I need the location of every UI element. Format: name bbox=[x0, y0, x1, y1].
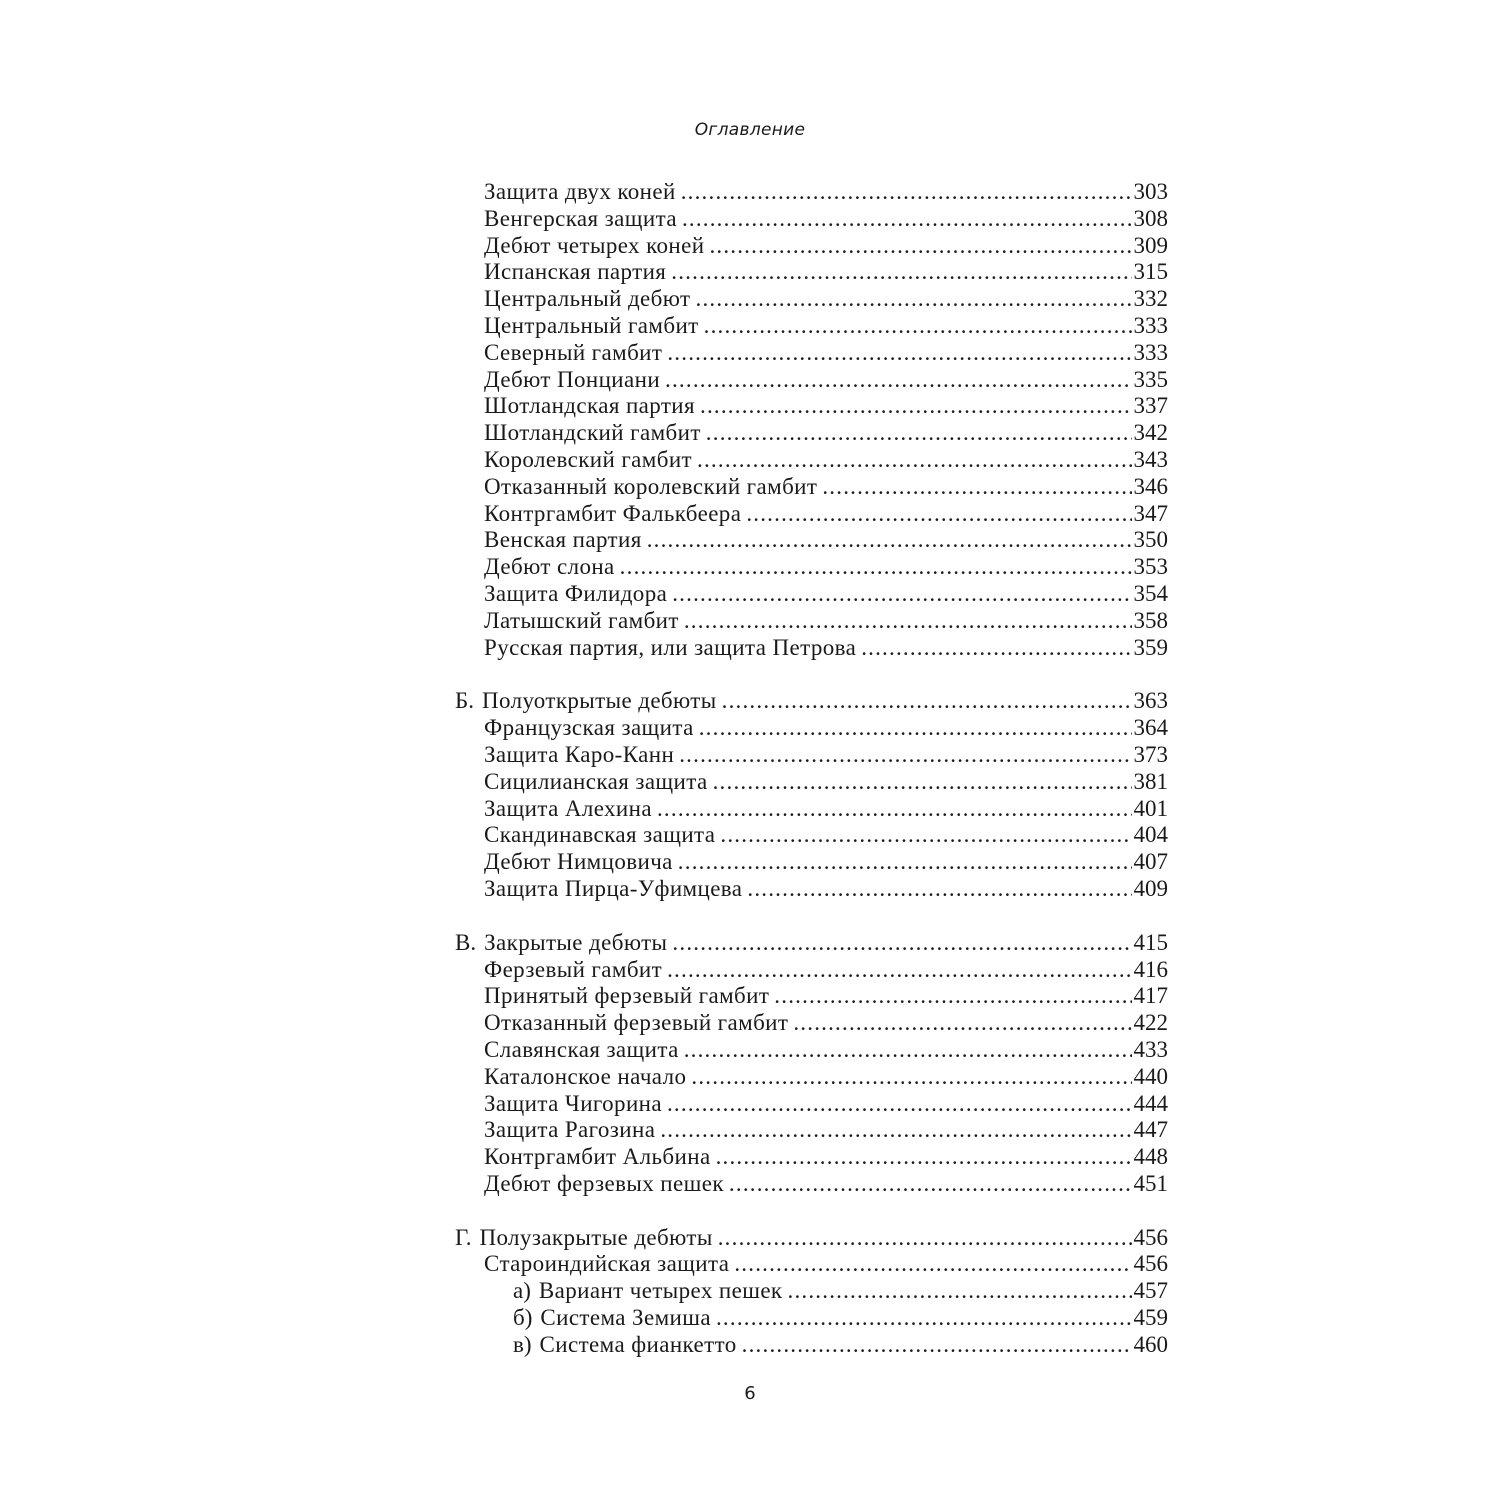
dot-leader bbox=[742, 1332, 1132, 1359]
toc-entry bbox=[455, 1251, 1168, 1278]
toc-entry-page: 409 bbox=[1133, 875, 1168, 901]
toc-entry-page: 440 bbox=[1133, 1063, 1168, 1089]
toc-entry-page: 451 bbox=[1133, 1170, 1168, 1196]
toc-entry bbox=[455, 1171, 1168, 1198]
toc-entry bbox=[455, 635, 1168, 662]
running-header: Оглавление bbox=[694, 120, 806, 140]
toc-entry bbox=[455, 1332, 1168, 1359]
toc-entry-page: 364 bbox=[1133, 715, 1168, 741]
toc-entry-page: 303 bbox=[1133, 179, 1168, 204]
toc-entry-title: Дебют Нимцовича bbox=[484, 849, 673, 875]
dot-leader bbox=[667, 340, 1131, 367]
toc-entry-page: 456 bbox=[1133, 1224, 1168, 1250]
toc-entry-title: Центральный дебют bbox=[484, 286, 691, 312]
toc-entry bbox=[455, 393, 1168, 420]
toc-entry-title: Королевский гамбит bbox=[484, 446, 693, 472]
toc-entry-title: Дебют ферзевых пешек bbox=[484, 1170, 724, 1196]
toc-entry-page: 401 bbox=[1133, 795, 1168, 821]
dot-leader bbox=[679, 742, 1131, 769]
dot-leader bbox=[706, 420, 1132, 447]
toc-entry bbox=[455, 876, 1168, 903]
toc-entry-page: 444 bbox=[1133, 1090, 1168, 1116]
dot-leader bbox=[667, 957, 1131, 984]
toc-entry bbox=[455, 313, 1168, 340]
toc-entry-page: 350 bbox=[1133, 527, 1168, 553]
toc-entry-page: 333 bbox=[1133, 339, 1168, 365]
toc-entry bbox=[455, 849, 1168, 876]
toc-entry bbox=[455, 1091, 1168, 1118]
toc-entry-title: Дебют слона bbox=[484, 554, 615, 580]
dot-leader bbox=[704, 313, 1132, 340]
toc-entry-page: 381 bbox=[1133, 768, 1168, 794]
toc-entry-page: 457 bbox=[1133, 1278, 1168, 1304]
toc-entry bbox=[455, 1117, 1168, 1144]
dot-leader bbox=[699, 715, 1132, 742]
toc-entry-page: 422 bbox=[1133, 1010, 1168, 1036]
toc-entry-title: Французская защита bbox=[484, 715, 694, 741]
dot-leader bbox=[671, 259, 1131, 286]
dot-leader bbox=[620, 554, 1132, 581]
toc-entry-title: Защита двух коней bbox=[484, 179, 676, 204]
toc-entry-page: 456 bbox=[1133, 1251, 1168, 1277]
toc-entry bbox=[455, 1037, 1168, 1064]
toc-entry bbox=[455, 286, 1168, 313]
dot-leader bbox=[697, 447, 1131, 474]
dot-leader bbox=[672, 930, 1131, 957]
dot-leader bbox=[684, 1037, 1132, 1064]
toc-entry-page: 308 bbox=[1133, 205, 1168, 231]
toc-entry bbox=[455, 983, 1168, 1010]
dot-leader bbox=[682, 206, 1132, 233]
toc-entry-prefix: В. bbox=[455, 929, 477, 955]
toc-entry-title: Защита Каро-Канн bbox=[484, 741, 675, 767]
toc-group bbox=[455, 930, 1168, 1198]
toc-entry-title: Отказанный ферзевый гамбит bbox=[484, 1010, 789, 1036]
toc-entry bbox=[455, 447, 1168, 474]
toc-entry-page: 404 bbox=[1133, 822, 1168, 848]
toc-entry-page: 347 bbox=[1133, 500, 1168, 526]
toc-entry-title: Защита Алехина bbox=[484, 795, 652, 821]
dot-leader bbox=[713, 769, 1132, 796]
toc-entry bbox=[455, 340, 1168, 367]
dot-leader bbox=[660, 1117, 1131, 1144]
dot-leader bbox=[747, 876, 1131, 903]
toc-entry-prefix: Б. bbox=[455, 688, 474, 714]
toc-entry-title: Контргамбит Фалькбеера bbox=[484, 500, 742, 526]
toc-entry-page: 343 bbox=[1133, 446, 1168, 472]
toc-entry-title: Отказанный королевский гамбит bbox=[484, 473, 818, 499]
dot-leader bbox=[709, 233, 1131, 260]
toc-entry-title: Сицилианская защита bbox=[484, 768, 708, 794]
dot-leader bbox=[861, 635, 1131, 662]
toc-entry-prefix: а) bbox=[513, 1278, 531, 1304]
toc-entry-page: 358 bbox=[1133, 607, 1168, 633]
toc-entry-page: 342 bbox=[1133, 420, 1168, 446]
toc-entry-title: Вариант четырех пешек bbox=[538, 1278, 783, 1304]
toc-entry-title: Защита Пирца-Уфимцева bbox=[484, 875, 743, 901]
toc-entry-prefix: б) bbox=[513, 1305, 533, 1331]
dot-leader bbox=[672, 581, 1131, 608]
dot-leader bbox=[657, 796, 1132, 823]
toc-entry-title: Полуоткрытые дебюты bbox=[481, 688, 717, 714]
toc-entry-title: Защита Чигорина bbox=[484, 1090, 662, 1116]
toc-entry bbox=[455, 527, 1168, 554]
toc-entry-page: 459 bbox=[1133, 1305, 1168, 1331]
toc-entry-title: Венгерская защита bbox=[484, 205, 677, 231]
dot-leader bbox=[716, 1305, 1132, 1332]
toc-entry-page: 417 bbox=[1133, 983, 1168, 1009]
toc-entry-page: 315 bbox=[1133, 259, 1168, 285]
toc-entry bbox=[455, 554, 1168, 581]
toc-entry-page: 407 bbox=[1133, 849, 1168, 875]
toc-entry-title: Ферзевый гамбит bbox=[484, 956, 663, 982]
toc-entry-title: Защита Филидора bbox=[484, 580, 668, 606]
toc-entry bbox=[455, 1064, 1168, 1091]
toc-entry bbox=[455, 1144, 1168, 1171]
toc-entry-page: 332 bbox=[1133, 286, 1168, 312]
dot-leader bbox=[684, 608, 1132, 635]
toc-entry-page: 373 bbox=[1133, 741, 1168, 767]
toc-entry-page: 447 bbox=[1133, 1117, 1168, 1143]
toc-entry-title: Латышский гамбит bbox=[484, 607, 679, 633]
toc-entry bbox=[455, 179, 1168, 206]
dot-leader bbox=[678, 849, 1132, 876]
toc-section-heading bbox=[455, 930, 1168, 957]
toc-entry-title: Русская партия, или защита Петрова bbox=[484, 634, 857, 660]
dot-leader bbox=[734, 1251, 1131, 1278]
dot-leader bbox=[696, 286, 1132, 313]
toc-section-heading bbox=[455, 1225, 1168, 1252]
toc-entry-title: Староиндийская защита bbox=[484, 1251, 730, 1277]
dot-leader bbox=[665, 367, 1131, 394]
toc-entry bbox=[455, 206, 1168, 233]
dot-leader bbox=[729, 1171, 1132, 1198]
dot-leader bbox=[681, 179, 1132, 206]
toc-entry bbox=[455, 742, 1168, 769]
toc-entry bbox=[455, 822, 1168, 849]
dot-leader bbox=[722, 688, 1132, 715]
toc-entry bbox=[455, 259, 1168, 286]
toc-entry-page: 337 bbox=[1133, 393, 1168, 419]
toc-section-heading bbox=[455, 688, 1168, 715]
toc-entry-title: Шотландская партия bbox=[484, 393, 695, 419]
dot-leader bbox=[691, 1064, 1131, 1091]
toc-entry bbox=[455, 581, 1168, 608]
toc-entry-title: Дебют Понциани bbox=[484, 366, 661, 392]
toc-entry bbox=[455, 501, 1168, 528]
toc-entry-title: Система фианкетто bbox=[539, 1331, 737, 1357]
toc-entry-title: Принятый ферзевый гамбит bbox=[484, 983, 770, 1009]
dot-leader bbox=[667, 1091, 1132, 1118]
toc-entry bbox=[455, 957, 1168, 984]
toc-entry-page: 346 bbox=[1133, 473, 1168, 499]
toc-entry-page: 363 bbox=[1133, 688, 1168, 714]
toc-entry bbox=[455, 367, 1168, 394]
toc-group bbox=[455, 179, 1168, 661]
toc-entry-title: Каталонское начало bbox=[484, 1063, 687, 1089]
toc-entry-title: Полузакрытые дебюты bbox=[479, 1224, 713, 1250]
dot-leader bbox=[774, 983, 1131, 1010]
toc-entry-page: 333 bbox=[1133, 312, 1168, 338]
toc-entry-prefix: в) bbox=[513, 1331, 532, 1357]
toc-entry-title: Дебют четырех коней bbox=[484, 232, 705, 258]
toc-entry-page: 416 bbox=[1133, 956, 1168, 982]
table-of-contents bbox=[455, 179, 1168, 1386]
toc-entry-page: 309 bbox=[1133, 232, 1168, 258]
toc-entry-prefix: Г. bbox=[455, 1224, 472, 1250]
toc-entry-title: Шотландский гамбит bbox=[484, 420, 701, 446]
dot-leader bbox=[788, 1278, 1132, 1305]
dot-leader bbox=[716, 1144, 1132, 1171]
toc-entry-title: Центральный гамбит bbox=[484, 312, 699, 338]
dot-leader bbox=[718, 1225, 1132, 1252]
toc-group bbox=[455, 1225, 1168, 1359]
toc-entry bbox=[455, 796, 1168, 823]
dot-leader bbox=[746, 501, 1131, 528]
toc-entry bbox=[455, 769, 1168, 796]
toc-entry-page: 359 bbox=[1133, 634, 1168, 660]
toc-entry bbox=[455, 1010, 1168, 1037]
toc-entry bbox=[455, 420, 1168, 447]
dot-leader bbox=[822, 474, 1131, 501]
toc-entry-title: Скандинавская защита bbox=[484, 822, 716, 848]
toc-entry-title: Контргамбит Альбина bbox=[484, 1144, 711, 1170]
toc-entry bbox=[455, 1278, 1168, 1305]
toc-entry bbox=[455, 715, 1168, 742]
dot-leader bbox=[720, 822, 1131, 849]
dot-leader bbox=[647, 527, 1132, 554]
toc-entry-title: Система Земиша bbox=[540, 1305, 711, 1331]
toc-entry-page: 460 bbox=[1133, 1331, 1168, 1357]
toc-entry-page: 335 bbox=[1133, 366, 1168, 392]
toc-entry-page: 433 bbox=[1133, 1036, 1168, 1062]
dot-leader bbox=[793, 1010, 1131, 1037]
toc-entry-page: 415 bbox=[1133, 929, 1168, 955]
toc-entry-title: Защита Рагозина bbox=[484, 1117, 656, 1143]
toc-entry-title: Северный гамбит bbox=[484, 339, 663, 365]
dot-leader bbox=[700, 393, 1132, 420]
toc-entry-title: Испанская партия bbox=[484, 259, 667, 285]
toc-entry-title: Венская партия bbox=[484, 527, 642, 553]
toc-entry-title: Закрытые дебюты bbox=[484, 929, 668, 955]
toc-entry bbox=[455, 474, 1168, 501]
toc-entry-page: 448 bbox=[1133, 1144, 1168, 1170]
toc-entry-page: 353 bbox=[1133, 554, 1168, 580]
toc-entry-title: Славянская защита bbox=[484, 1036, 679, 1062]
page-number: 6 bbox=[744, 1383, 756, 1404]
toc-entry bbox=[455, 1305, 1168, 1332]
toc-entry bbox=[455, 233, 1168, 260]
toc-group bbox=[455, 688, 1168, 902]
toc-entry bbox=[455, 608, 1168, 635]
toc-entry-page: 354 bbox=[1133, 580, 1168, 606]
